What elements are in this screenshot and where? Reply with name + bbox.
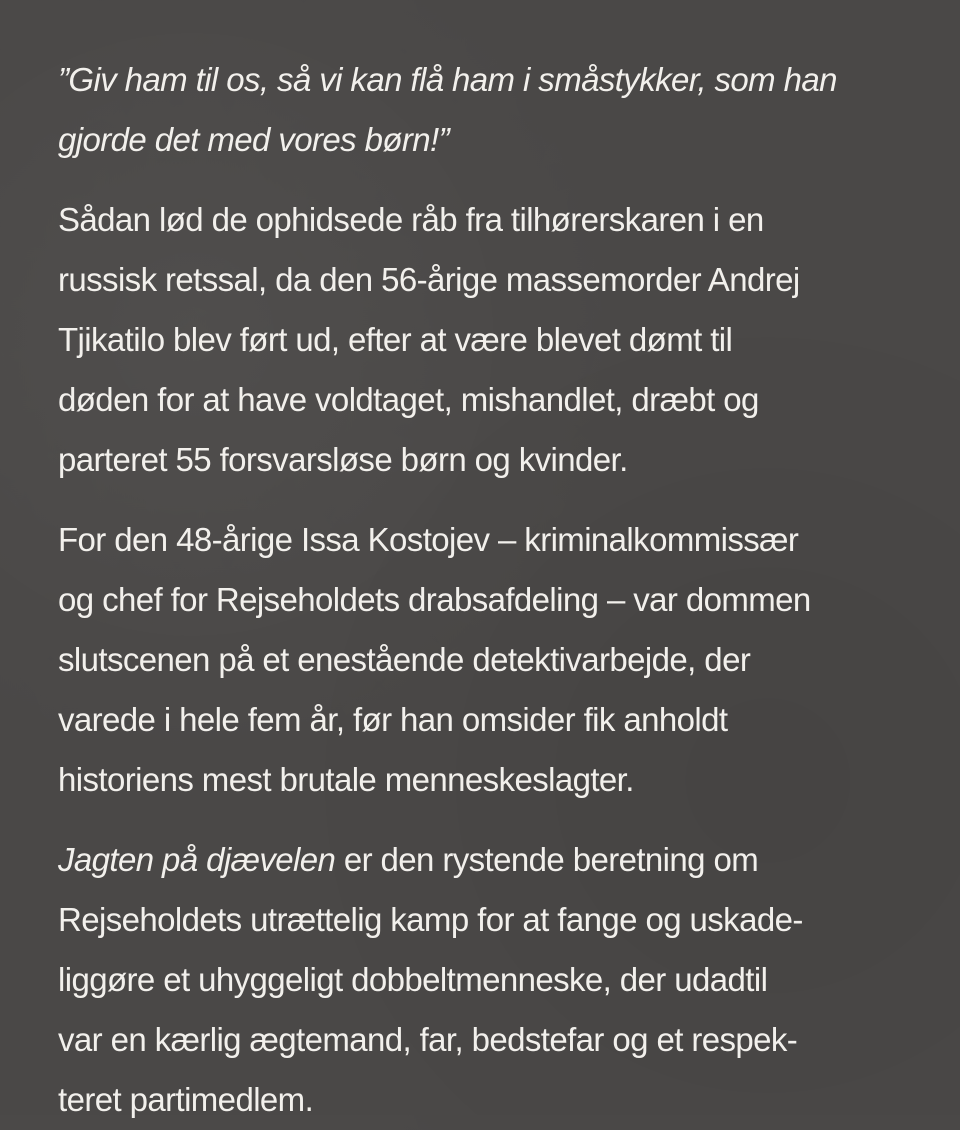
quote-line: ”Giv ham til os, så vi kan flå ham i småstykker, som han bbox=[58, 61, 837, 98]
paragraph-line: var en kærlig ægtemand, far, bedstefar og et respek- bbox=[58, 1021, 798, 1058]
paragraph-line: og chef for Rejseholdets drabsafdeling – var dommen bbox=[58, 581, 811, 618]
paragraph-line: liggøre et uhyggeligt dobbeltmenneske, der udadtil bbox=[58, 961, 768, 998]
paragraph-line: teret partimedlem. bbox=[58, 1081, 314, 1118]
paragraph-trial bbox=[58, 190, 928, 490]
paragraph-book-description bbox=[58, 830, 928, 1130]
paragraph-line: parteret 55 forsvarsløse børn og kvinder. bbox=[58, 441, 628, 478]
paragraph-detective bbox=[58, 510, 928, 810]
paragraph-line: historiens mest brutale menneskeslagter. bbox=[58, 761, 634, 798]
paragraph-line: slutscenen på et enestående detektivarbejde, der bbox=[58, 641, 751, 678]
paragraph-line: russisk retssal, da den 56-årige massemorder Andrej bbox=[58, 261, 800, 298]
paragraph-line bbox=[58, 830, 928, 890]
first-line-rest: er den rystende beretning om bbox=[335, 841, 759, 878]
paragraph-line: Rejseholdets utrættelig kamp for at fange og uskade- bbox=[58, 901, 803, 938]
paragraph-line: varede i hele fem år, før han omsider fik anholdt bbox=[58, 701, 728, 738]
paragraph-line: For den 48-årige Issa Kostojev – kriminalkommissær bbox=[58, 521, 799, 558]
paragraph-line: døden for at have voldtaget, mishandlet, dræbt og bbox=[58, 381, 759, 418]
quote-line: gjorde det med vores børn!” bbox=[58, 121, 449, 158]
back-cover-text bbox=[58, 50, 928, 1130]
paragraph-line: Sådan lød de ophidsede råb fra tilhørerskaren i en bbox=[58, 201, 764, 238]
book-title: Jagten på djævelen bbox=[58, 841, 336, 878]
opening-quote bbox=[58, 50, 928, 170]
paragraph-line: Tjikatilo blev ført ud, efter at være blevet dømt til bbox=[58, 321, 733, 358]
